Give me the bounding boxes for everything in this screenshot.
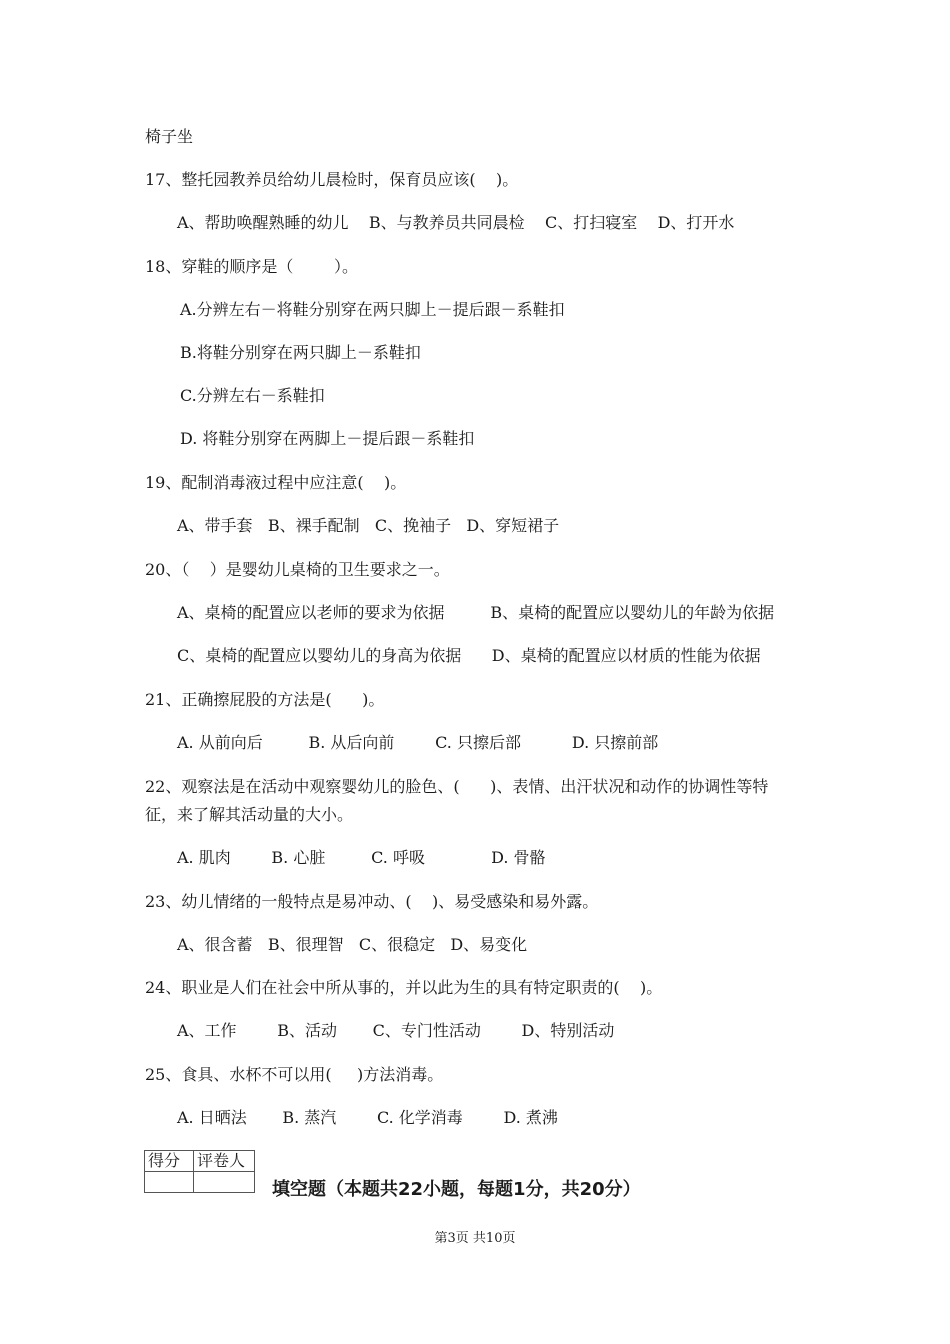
question-25: 25、食具、水杯不可以用( )方法消毒。 bbox=[145, 1065, 444, 1084]
question-17-options: A、帮助唤醒熟睡的幼儿 B、与教养员共同晨检 C、打扫寝室 D、打开水 bbox=[177, 213, 735, 232]
question-20-options-cd: C、桌椅的配置应以婴幼儿的身高为依据 D、桌椅的配置应以材质的性能为依据 bbox=[177, 646, 761, 665]
question-23: 23、幼儿情绪的一般特点是易冲动、( )、易受感染和易外露。 bbox=[145, 892, 599, 911]
grader-header: 评卷人 bbox=[194, 1151, 255, 1172]
question-21-options: A. 从前向后 B. 从后向前 C. 只擦后部 D. 只擦前部 bbox=[177, 733, 659, 752]
question-18-option-d: D. 将鞋分别穿在两脚上－提后跟－系鞋扣 bbox=[180, 429, 475, 448]
question-24-options: A、工作 B、活动 C、专门性活动 D、特别活动 bbox=[177, 1021, 615, 1040]
section-title: 填空题（本题共22小题，每题1分，共20分） bbox=[272, 1179, 641, 1200]
question-18-option-b: B.将鞋分别穿在两只脚上－系鞋扣 bbox=[180, 343, 421, 362]
page-footer: 第3页 共10页 bbox=[434, 1231, 516, 1246]
score-header: 得分 bbox=[145, 1151, 194, 1172]
question-20-options-ab: A、桌椅的配置应以老师的要求为依据 B、桌椅的配置应以婴幼儿的年龄为依据 bbox=[177, 603, 775, 622]
score-table bbox=[144, 1150, 255, 1193]
question-19: 19、配制消毒液过程中应注意( )。 bbox=[145, 473, 407, 492]
question-18: 18、穿鞋的顺序是（ ）。 bbox=[145, 257, 359, 276]
question-18-option-c: C.分辨左右－系鞋扣 bbox=[180, 386, 325, 405]
question-25-options: A. 日晒法 B. 蒸汽 C. 化学消毒 D. 煮沸 bbox=[177, 1108, 558, 1127]
question-22-line-1: 22、观察法是在活动中观察婴幼儿的脸色、( )、表情、出汗状况和动作的协调性等特 bbox=[145, 777, 769, 796]
score-cell[interactable] bbox=[145, 1172, 194, 1193]
question-22-line-2: 征，来了解其活动量的大小。 bbox=[145, 805, 354, 824]
question-19-options: A、带手套 B、裸手配制 C、挽袖子 D、穿短裙子 bbox=[177, 516, 560, 535]
question-23-options: A、很含蓄 B、很理智 C、很稳定 D、易变化 bbox=[177, 935, 528, 954]
question-20: 20、（ ）是婴幼儿桌椅的卫生要求之一。 bbox=[145, 560, 450, 579]
grader-cell[interactable] bbox=[194, 1172, 255, 1193]
question-22-options: A. 肌肉 B. 心脏 C. 呼吸 D. 骨骼 bbox=[177, 848, 546, 867]
question-18-option-a: A.分辨左右－将鞋分别穿在两只脚上－提后跟－系鞋扣 bbox=[180, 300, 565, 319]
question-24: 24、职业是人们在社会中所从事的，并以此为生的具有特定职责的( )。 bbox=[145, 978, 663, 997]
question-21: 21、正确擦屁股的方法是( )。 bbox=[145, 690, 385, 709]
text-line-continuation: 椅子坐 bbox=[145, 127, 194, 146]
question-17: 17、整托园教养员给幼儿晨检时，保育员应该( )。 bbox=[145, 170, 519, 189]
